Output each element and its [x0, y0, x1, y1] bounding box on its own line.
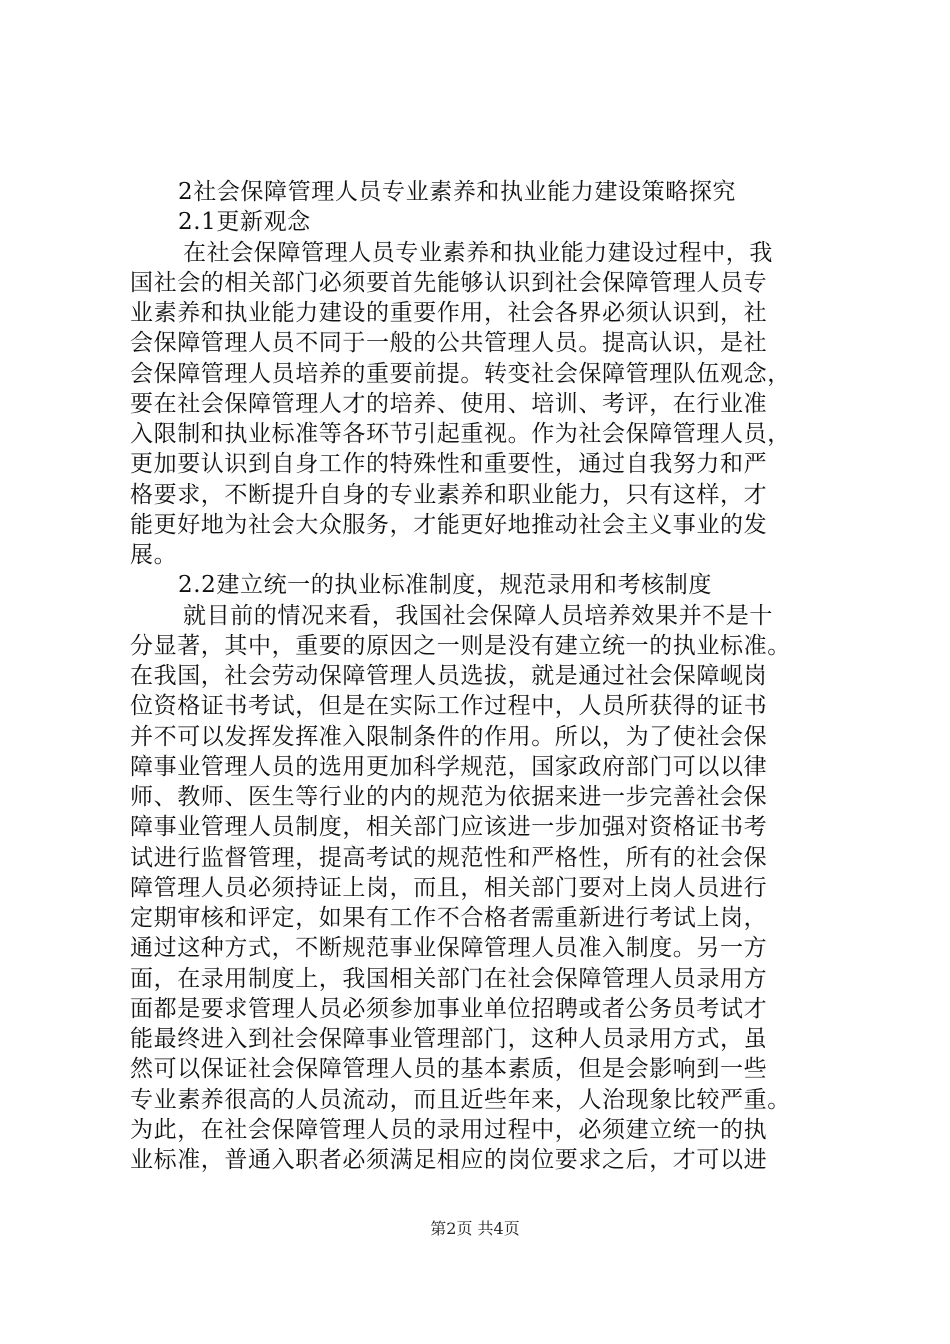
subsection-heading-2-2: 2.2建立统一的执业标准制度，规范录用和考核制度: [178, 572, 712, 598]
paragraph-line: 会保障管理人员不同于一般的公共管理人员。提高认识，是社: [130, 330, 768, 356]
section-heading-2: 2社会保障管理人员专业素养和执业能力建设策略探究: [178, 179, 737, 205]
paragraph-line: 业标准，普通入职者必须满足相应的岗位要求之后，才可以进: [130, 1147, 768, 1173]
paragraph-line: 面，在录用制度上，我国相关部门在社会保障管理人员录用方: [130, 966, 768, 992]
paragraph-line: 能更好地为社会大众服务，才能更好地推动社会主义事业的发: [130, 512, 768, 538]
paragraph-line: 国社会的相关部门必须要首先能够认识到社会保障管理人员专: [130, 270, 768, 296]
paragraph-line: 为此，在社会保障管理人员的录用过程中，必须建立统一的执: [130, 1117, 768, 1143]
paragraph-line: 业素养和执业能力建设的重要作用，社会各界必须认识到，社: [130, 300, 768, 326]
subsection-heading-2-1: 2.1更新观念: [178, 209, 311, 235]
paragraph-line: 就目前的情况来看，我国社会保障人员培养效果并不是十: [183, 603, 773, 629]
paragraph-line: 试进行监督管理，提高考试的规范性和严格性，所有的社会保: [130, 845, 768, 871]
paragraph-line: 师、教师、医生等行业的内的规范为依据来进一步完善社会保: [130, 784, 768, 810]
paragraph-line: 位资格证书考试，但是在实际工作过程中，人员所获得的证书: [130, 693, 768, 719]
paragraph-line: 要在社会保障管理人才的培养、使用、培训、考评，在行业准: [130, 391, 768, 417]
paragraph-line: 并不可以发挥发挥准入限制条件的作用。所以，为了使社会保: [130, 724, 768, 750]
paragraph-line: 在我国，社会劳动保障管理人员选拔，就是通过社会保障岘岗: [130, 663, 768, 689]
paragraph-line: 会保障管理人员培养的重要前提。转变社会保障管理队伍观念，: [130, 361, 791, 387]
paragraph-line: 更加要认识到自身工作的特殊性和重要性，通过自我努力和严: [130, 451, 768, 477]
paragraph-line: 障事业管理人员的选用更加科学规范，国家政府部门可以以律: [130, 754, 768, 780]
paragraph-line: 定期审核和评定，如果有工作不合格者需重新进行考试上岗，: [130, 905, 768, 931]
paragraph-line: 能最终进入到社会保障事业管理部门，这种人员录用方式，虽: [130, 1026, 768, 1052]
paragraph-line: 面都是要求管理人员必须参加事业单位招聘或者公务员考试才: [130, 996, 768, 1022]
paragraph-line: 在社会保障管理人员专业素养和执业能力建设过程中，我: [183, 240, 773, 266]
paragraph-line: 通过这种方式，不断规范事业保障管理人员准入制度。另一方: [130, 935, 768, 961]
paragraph-line: 障事业管理人员制度，相关部门应该进一步加强对资格证书考: [130, 814, 768, 840]
paragraph-line: 展。: [130, 542, 178, 568]
paragraph-line: 分显著，其中，重要的原因之一则是没有建立统一的执业标准。: [130, 633, 791, 659]
page-footer: 第2页 共4页: [430, 1219, 520, 1238]
paragraph-line: 入限制和执业标准等各环节引起重视。作为社会保障管理人员，: [130, 421, 791, 447]
paragraph-line: 格要求，不断提升自身的专业素养和职业能力，只有这样，才: [130, 482, 768, 508]
paragraph-line: 专业素养很高的人员流动，而且近些年来，人治现象比较严重。: [130, 1087, 791, 1113]
paragraph-line: 障管理人员必须持证上岗，而且，相关部门要对上岗人员进行: [130, 875, 768, 901]
paragraph-line: 然可以保证社会保障管理人员的基本素质，但是会影响到一些: [130, 1056, 768, 1082]
